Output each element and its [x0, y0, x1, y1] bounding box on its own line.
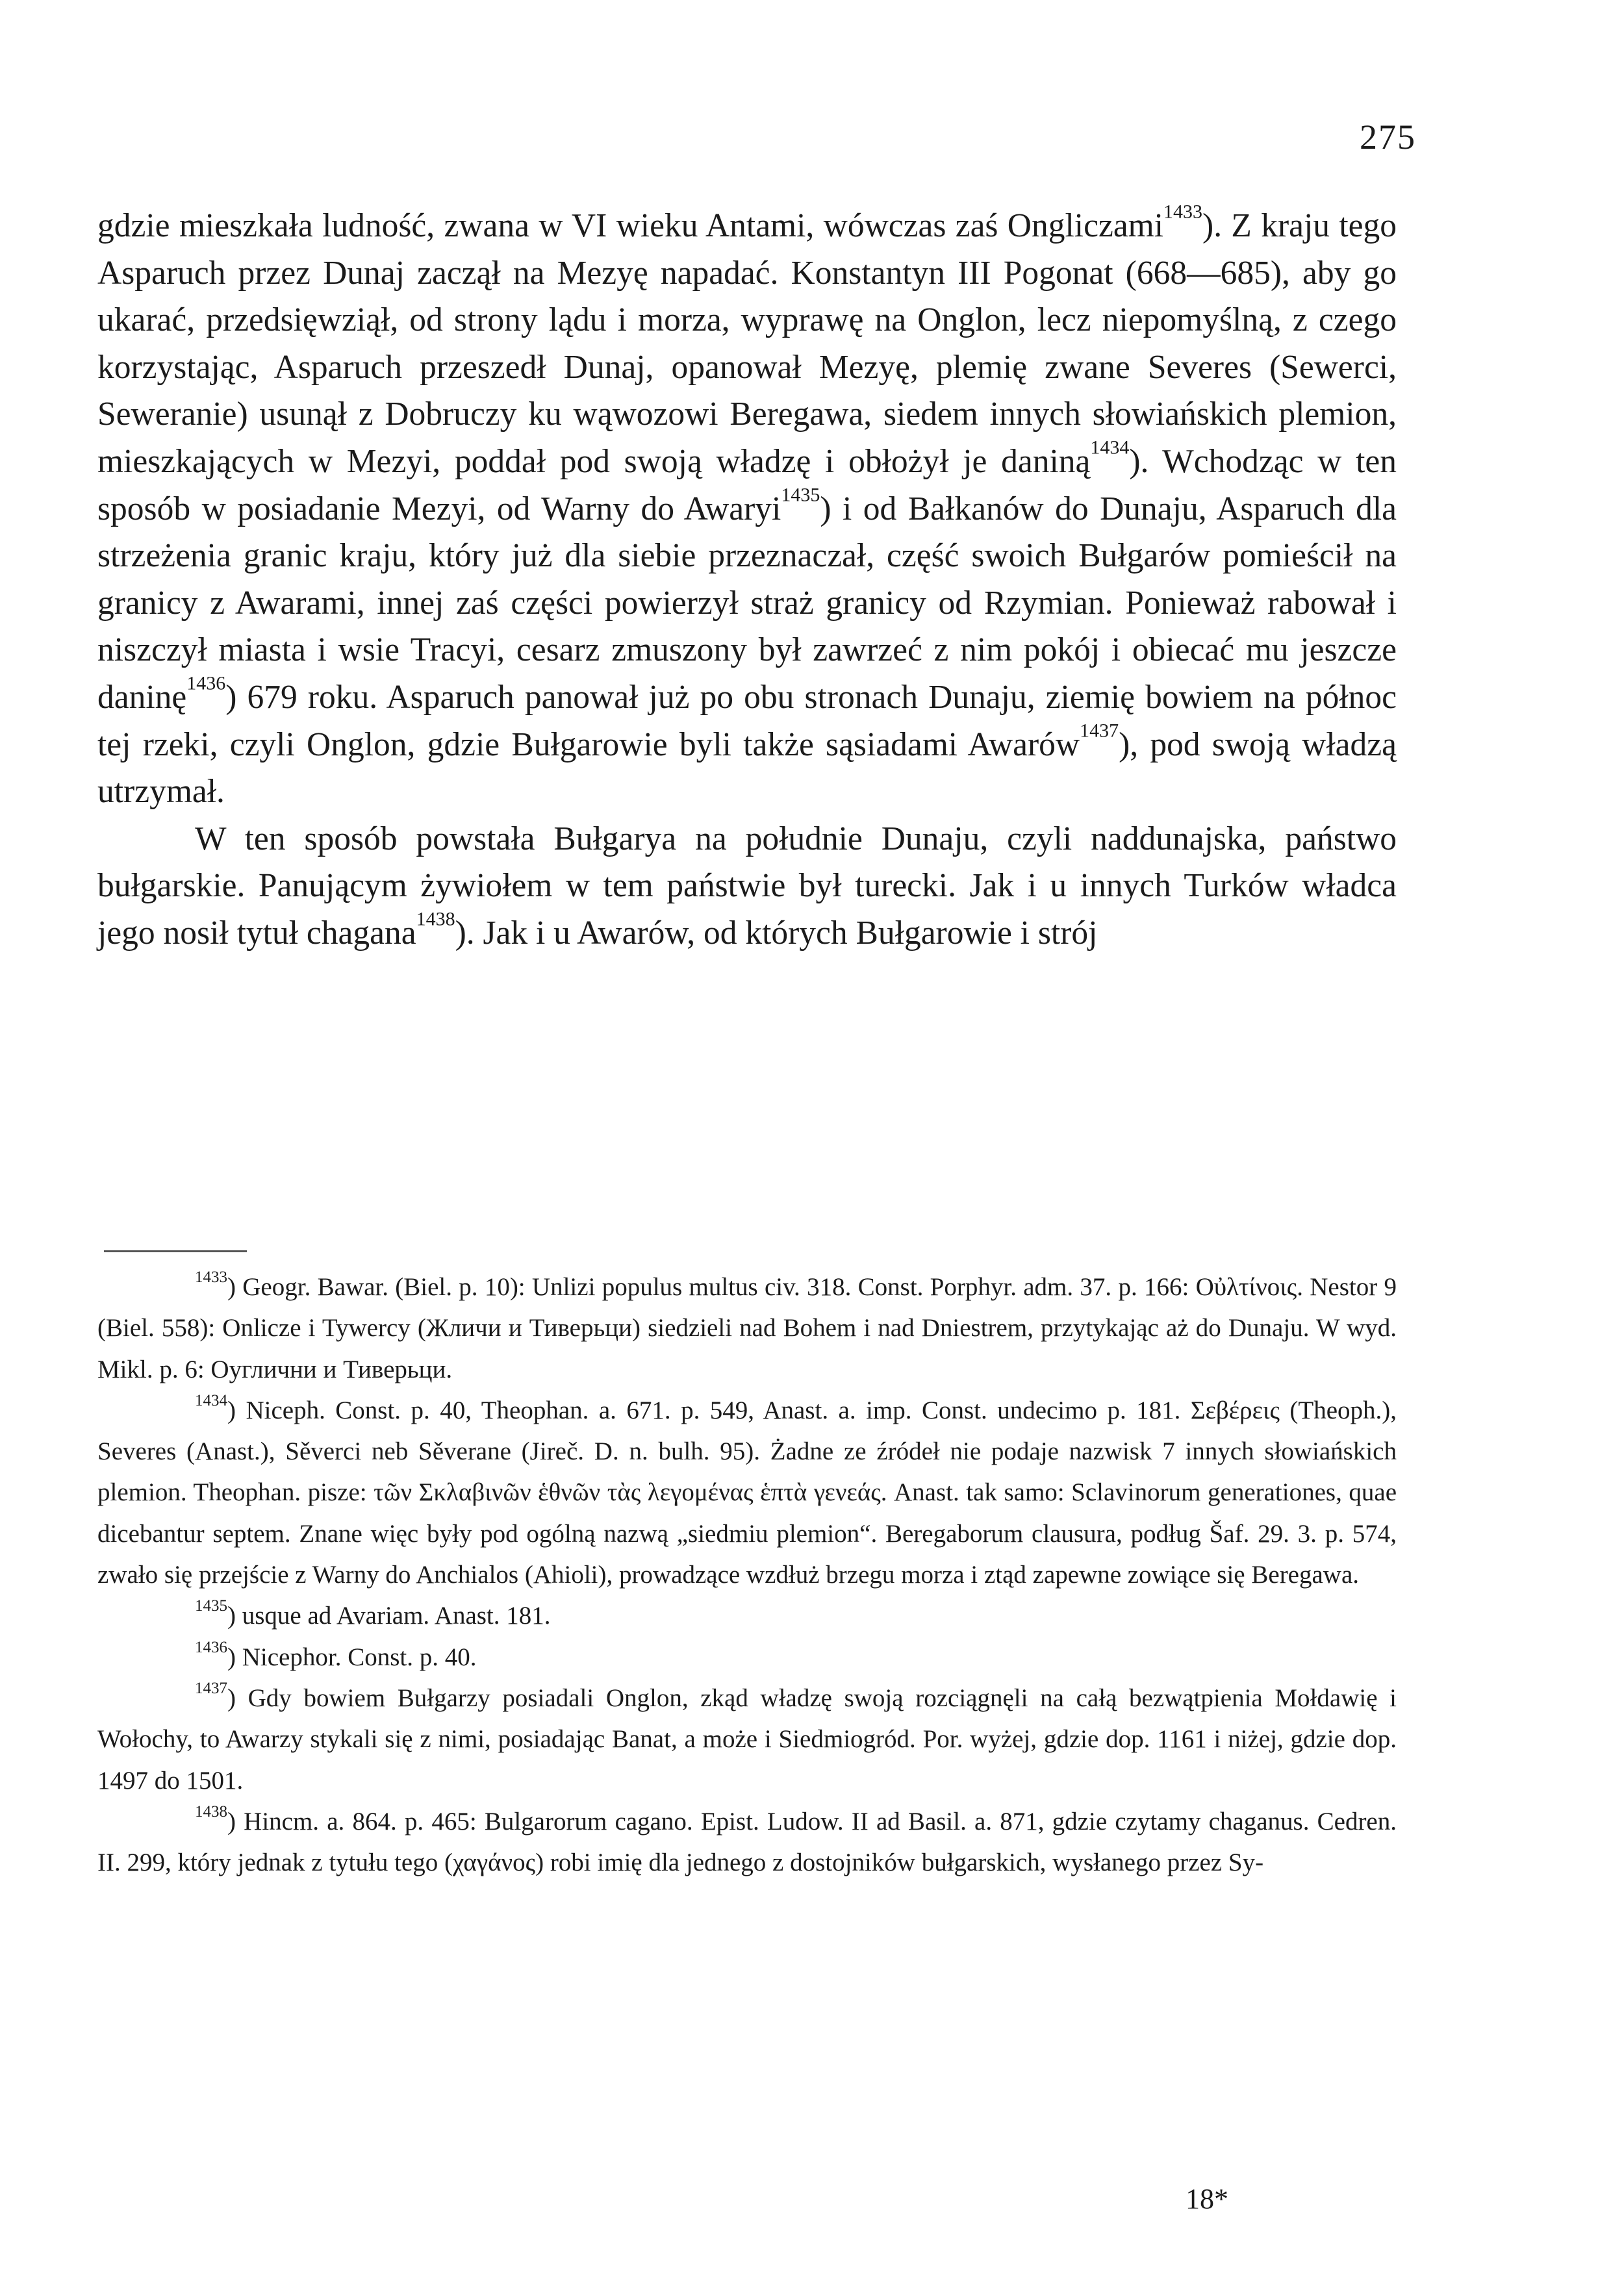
footnote-1436	[97, 1637, 1397, 1678]
text-segment: gdzie mieszkała ludność, zwana w VI wieku Antami, wówczas zaś Ongliczami	[97, 207, 1164, 244]
footnote-text: ) usque ad Avariam. Anast. 181.	[227, 1602, 551, 1630]
footnote-number: 1438	[195, 1802, 227, 1821]
footnote-reference-1434: 1434	[1090, 436, 1130, 459]
footnote-reference-1437: 1437	[1080, 720, 1119, 742]
footnote-1434	[97, 1390, 1397, 1595]
signature-mark: 18*	[1186, 2183, 1228, 2215]
text-segment: ). Jak i u Awarów, od których Bułgarowie i strój	[455, 914, 1098, 952]
footnote-text: ) Nicephor. Const. p. 40.	[227, 1643, 477, 1671]
main-paragraph-2	[97, 816, 1397, 957]
footnote-1438	[97, 1801, 1397, 1884]
text-segment: ). Z kraju tego Asparuch przez Dunaj zaczął na Mezyę napadać. Konstantyn III Pogonat (668—685), aby go ukarać, przedsięwziął, od strony lądu i morza, wyprawę na Onglon, lecz niepomyślną, z czego korzystając, Asparuch przeszedł Dunaj, opanował Mezyę, plemię zwane Severes (Sewerci, Seweranie) usunął z Dobruczy ku wąwozowi Beregawa, siedem innych słowiańskich plemion, mieszkających w Mezyi, poddał pod swoją władzę i obłożył je daniną	[97, 207, 1397, 480]
footnote-reference-1435: 1435	[781, 484, 820, 506]
footnote-reference-1433: 1433	[1163, 201, 1203, 223]
footnote-number: 1436	[195, 1638, 227, 1656]
main-paragraph-1	[97, 203, 1397, 816]
footnote-separator-rule	[104, 1250, 247, 1252]
footnote-number: 1434	[195, 1391, 227, 1409]
footnote-text: ) Geogr. Bawar. (Biel. p. 10): Unlizi populus multus civ. 318. Const. Porphyr. adm. 37. p. 166: Οὐλτίνοις. Nestor 9 (Biel. 558): Onlicze i Tywercy (Жличи и Тиверьци) siedzieli nad Bohem i nad Dniestrem, przytykając aż do Dunaju. W wyd. Mikl. p. 6: Оуглични и Тиверьци.	[97, 1273, 1397, 1383]
footnote-1435	[97, 1595, 1397, 1636]
footnote-text: ) Gdy bowiem Bułgarzy posiadali Onglon, zkąd władzę swoją rozciągnęli na całą bezwątpienia Mołdawię i Wołochy, to Awarzy stykali się z nimi, posiadając Banat, a może i Siedmiogród. Por. wyżej, gdzie dop. 1161 i niżej, gdzie dop. 1497 do 1501.	[97, 1684, 1397, 1795]
footnote-text: ) Niceph. Const. p. 40, Theophan. a. 671. p. 549, Anast. a. imp. Const. undecimo p. 181. Σεβέρεις (Theoph.), Severes (Anast.), Sěverci neb Sěverane (Jireč. D. n. bulh. 95). Żadne ze źródeł nie podaje nazwisk 7 innych słowiańskich plemion. Theophan. pisze: τῶν Σκλαβινῶν ἑθνῶν τὰς λεγομένας ἑπτὰ γενεάς. Anast. tak samo: Sclavinorum generationes, quae dicebantur septem. Znane więc były pod ogólną nazwą „siedmiu plemion“. Beregaborum clausura, podług Šaf. 29. 3. p. 574, zwało się przejście z Warny do Anchialos (Ahioli), prowadzące wzdłuż brzegu morza i ztąd zapewne zowiące się Beregawa.	[97, 1396, 1397, 1589]
footnote-number: 1433	[195, 1268, 227, 1286]
footnote-1433	[97, 1267, 1397, 1390]
main-text	[97, 203, 1397, 957]
text-segment: ) 679 roku. Asparuch panował już po obu stronach Dunaju, ziemię bowiem na północ tej rzeki, czyli Onglon, gdzie Bułgarowie byli także sąsiadami Awarów	[97, 678, 1397, 763]
footnote-text: ) Hincm. a. 864. p. 465: Bulgarorum cagano. Epist. Ludow. II ad Basil. a. 871, gdzie czytamy chaganus. Cedren. II. 299, który jednak z tytułu tego (χαγάνος) robi imię dla jednego z dostojników bułgarskich, wysłanego przez Sy-	[97, 1807, 1397, 1877]
footnote-number: 1435	[195, 1597, 227, 1615]
text-segment: W ten sposób powstała Bułgarya na południe Dunaju, czyli naddunajska, państwo bułgarskie. Panującym żywiołem w tem państwie był turecki. Jak i u innych Turków władca jego nosił tytuł chagana	[97, 820, 1397, 952]
text-segment: ). Wchodząc w ten sposób w posiadanie Mezyi, od Warny do Awaryi	[97, 442, 1397, 527]
footnotes-section	[97, 1267, 1397, 1883]
footnote-1437	[97, 1678, 1397, 1801]
page-number: 275	[1360, 118, 1416, 157]
footnote-number: 1437	[195, 1679, 227, 1697]
text-segment: ) i od Bałkanów do Dunaju, Asparuch dla strzeżenia granic kraju, który już dla siebie przeznaczał, część swoich Bułgarów pomieścił na granicy z Awarami, innej zaś części powierzył straż granicy od Rzymian. Ponieważ rabował i niszczył miasta i wsie Tracyi, cesarz zmuszony był zawrzeć z nim pokój i obiecać mu jeszcze daninę	[97, 490, 1397, 716]
text-segment: ), pod swoją władzą utrzymał.	[97, 725, 1397, 811]
footnote-reference-1438: 1438	[416, 908, 455, 930]
footnote-reference-1436: 1436	[186, 672, 226, 694]
